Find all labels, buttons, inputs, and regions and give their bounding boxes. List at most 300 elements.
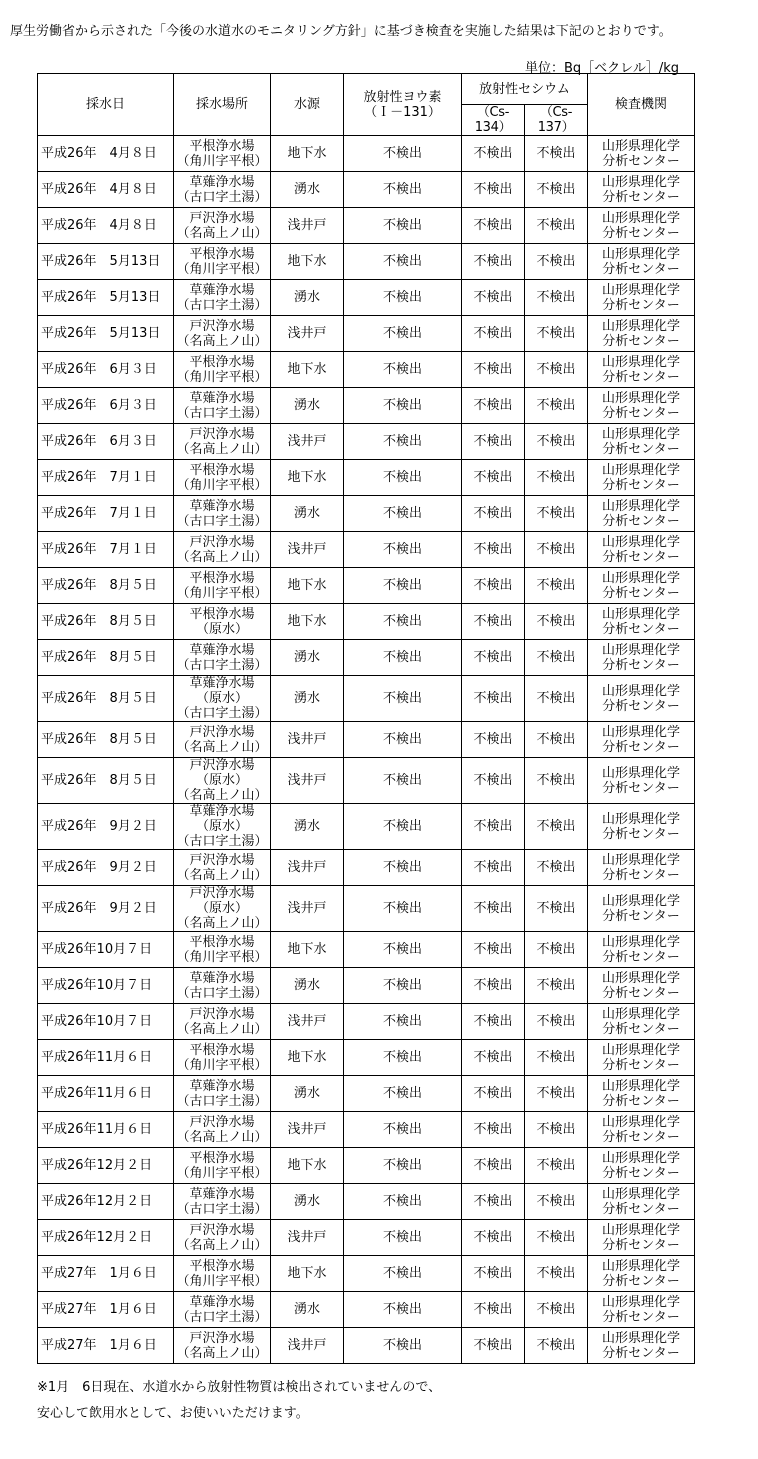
cell-place-line: （古口字土湯） bbox=[176, 706, 268, 721]
cell-cs137: 不検出 bbox=[525, 1076, 588, 1112]
table-row bbox=[38, 280, 695, 316]
cell-date: 平成26年 8月５日 bbox=[38, 568, 174, 604]
cell-date: 平成26年 8月５日 bbox=[38, 604, 174, 640]
cell-place-line: （名高上ノ山） bbox=[176, 916, 268, 931]
cell-org-line: 山形県理化学 bbox=[601, 1330, 680, 1346]
cell-date: 平成26年 8月５日 bbox=[38, 758, 174, 804]
table-row bbox=[38, 640, 695, 676]
header-iodine-label: 放射性ヨウ素 bbox=[363, 89, 442, 105]
cell-source: 湧水 bbox=[271, 280, 344, 316]
cell-source: 浅井戸 bbox=[271, 1112, 344, 1148]
cell-cs134: 不検出 bbox=[462, 424, 525, 460]
cell-place-line: 草薙浄水場 bbox=[189, 804, 255, 819]
cell-org-line: 分析センター bbox=[602, 780, 680, 796]
cell-place bbox=[174, 496, 271, 532]
header-date: 採水日 bbox=[38, 74, 174, 136]
cell-source: 浅井戸 bbox=[271, 850, 344, 886]
cell-place-line: （角川字平根） bbox=[176, 369, 268, 385]
cell-org bbox=[588, 1076, 695, 1112]
cell-cs137: 不検出 bbox=[525, 804, 588, 850]
cell-org-line: 分析センター bbox=[602, 405, 680, 421]
cell-source: 浅井戸 bbox=[271, 722, 344, 758]
cell-org bbox=[588, 640, 695, 676]
cell-place-line: 草薙浄水場 bbox=[189, 498, 255, 514]
cell-source: 湧水 bbox=[271, 496, 344, 532]
cell-place-line: 戸沢浄水場 bbox=[189, 724, 255, 740]
cell-place-line: 平根浄水場 bbox=[189, 138, 255, 154]
cell-org-line: 分析センター bbox=[602, 949, 680, 965]
cell-i131: 不検出 bbox=[344, 316, 462, 352]
cell-cs137: 不検出 bbox=[525, 532, 588, 568]
cell-org-line: 分析センター bbox=[602, 1129, 680, 1145]
cell-org-line: 分析センター bbox=[602, 1165, 680, 1181]
cell-org-line: 分析センター bbox=[602, 739, 680, 755]
cell-cs137: 不検出 bbox=[525, 208, 588, 244]
cell-org-line: 山形県理化学 bbox=[601, 606, 680, 622]
cell-place bbox=[174, 1004, 271, 1040]
cell-i131: 不検出 bbox=[344, 136, 462, 172]
cell-org-line: 山形県理化学 bbox=[601, 765, 680, 781]
intro-text: 厚生労働省から示された「今後の水道水のモニタリング方針」に基づき検査を実施した結果は下記のとおりです。 bbox=[10, 24, 672, 39]
cell-date: 平成26年 7月１日 bbox=[38, 496, 174, 532]
cell-cs134: 不検出 bbox=[462, 968, 525, 1004]
cell-org-line: 山形県理化学 bbox=[601, 1006, 680, 1022]
cell-i131: 不検出 bbox=[344, 1184, 462, 1220]
cell-place bbox=[174, 136, 271, 172]
cell-cs137: 不検出 bbox=[525, 244, 588, 280]
cell-place bbox=[174, 968, 271, 1004]
cell-cs134: 不検出 bbox=[462, 208, 525, 244]
cell-org bbox=[588, 850, 695, 886]
cell-place bbox=[174, 316, 271, 352]
cell-place bbox=[174, 850, 271, 886]
cell-org-line: 分析センター bbox=[602, 513, 680, 529]
cell-place-line: （古口字土湯） bbox=[176, 189, 268, 205]
cell-place-line: 草薙浄水場 bbox=[189, 1294, 255, 1310]
table-row bbox=[38, 496, 695, 532]
cell-org bbox=[588, 280, 695, 316]
header-iodine-sub: （Ｉ－131） bbox=[364, 104, 441, 120]
cell-i131: 不検出 bbox=[344, 496, 462, 532]
cell-org-line: 山形県理化学 bbox=[601, 1114, 680, 1130]
cell-org-line: 山形県理化学 bbox=[601, 318, 680, 334]
cell-cs137: 不検出 bbox=[525, 568, 588, 604]
cell-cs134: 不検出 bbox=[462, 1112, 525, 1148]
cell-org-line: 山形県理化学 bbox=[601, 138, 680, 154]
cell-place-line: 平根浄水場 bbox=[189, 354, 255, 370]
cell-org-line: 山形県理化学 bbox=[601, 246, 680, 262]
cell-cs137: 不検出 bbox=[525, 722, 588, 758]
cell-cs137: 不検出 bbox=[525, 850, 588, 886]
cell-cs137: 不検出 bbox=[525, 758, 588, 804]
cell-place bbox=[174, 1112, 271, 1148]
cell-date: 平成26年12月２日 bbox=[38, 1148, 174, 1184]
cell-org-line: 分析センター bbox=[602, 261, 680, 277]
cell-org-line: 分析センター bbox=[602, 657, 680, 673]
cell-source: 地下水 bbox=[271, 136, 344, 172]
cell-place-line: 草薙浄水場 bbox=[189, 1186, 255, 1202]
cell-place bbox=[174, 1076, 271, 1112]
cell-org bbox=[588, 244, 695, 280]
header-place: 採水場所 bbox=[174, 74, 271, 136]
cell-place-line: （角川字平根） bbox=[176, 1165, 268, 1181]
cell-place bbox=[174, 1184, 271, 1220]
cell-cs137: 不検出 bbox=[525, 676, 588, 722]
cell-i131: 不検出 bbox=[344, 1220, 462, 1256]
cell-i131: 不検出 bbox=[344, 758, 462, 804]
cell-date: 平成26年 6月３日 bbox=[38, 424, 174, 460]
cell-source: 地下水 bbox=[271, 568, 344, 604]
cell-place-line: （古口字土湯） bbox=[176, 405, 268, 421]
cell-source: 地下水 bbox=[271, 244, 344, 280]
cell-org-line: 分析センター bbox=[602, 1057, 680, 1073]
cell-place bbox=[174, 424, 271, 460]
cell-source: 浅井戸 bbox=[271, 208, 344, 244]
cell-org-line: 山形県理化学 bbox=[601, 354, 680, 370]
cell-org-line: 山形県理化学 bbox=[601, 282, 680, 298]
table-row bbox=[38, 968, 695, 1004]
cell-org-line: 山形県理化学 bbox=[601, 1042, 680, 1058]
cell-place-line: （名高上ノ山） bbox=[176, 1237, 268, 1253]
cell-org bbox=[588, 496, 695, 532]
cell-place-line: 草薙浄水場 bbox=[189, 642, 255, 658]
cell-cs134: 不検出 bbox=[462, 1004, 525, 1040]
table-row bbox=[38, 172, 695, 208]
cell-place-line: 戸沢浄水場 bbox=[189, 758, 255, 773]
cell-cs134: 不検出 bbox=[462, 568, 525, 604]
cell-cs134: 不検出 bbox=[462, 1256, 525, 1292]
cell-org bbox=[588, 758, 695, 804]
cell-org-line: 分析センター bbox=[602, 189, 680, 205]
cell-place-line: （古口字土湯） bbox=[176, 985, 268, 1001]
cell-place bbox=[174, 1148, 271, 1184]
cell-place-line: （原水） bbox=[195, 819, 248, 834]
cell-date: 平成27年 1月６日 bbox=[38, 1292, 174, 1328]
cell-source: 地下水 bbox=[271, 1040, 344, 1076]
cell-place-line: （名高上ノ山） bbox=[176, 1345, 268, 1361]
cell-cs137: 不検出 bbox=[525, 886, 588, 932]
cell-date: 平成26年11月６日 bbox=[38, 1112, 174, 1148]
cell-org-line: 山形県理化学 bbox=[601, 1078, 680, 1094]
cell-date: 平成26年 8月５日 bbox=[38, 676, 174, 722]
cell-date: 平成26年 9月２日 bbox=[38, 886, 174, 932]
cell-date: 平成26年 5月13日 bbox=[38, 244, 174, 280]
table-row bbox=[38, 1184, 695, 1220]
cell-cs134: 不検出 bbox=[462, 1328, 525, 1364]
cell-i131: 不検出 bbox=[344, 172, 462, 208]
cell-place-line: 平根浄水場 bbox=[189, 246, 255, 262]
cell-org-line: 山形県理化学 bbox=[601, 534, 680, 550]
cell-source: 湧水 bbox=[271, 676, 344, 722]
cell-org-line: 分析センター bbox=[602, 621, 680, 637]
cell-place-line: 戸沢浄水場 bbox=[189, 1222, 255, 1238]
cell-org-line: 山形県理化学 bbox=[601, 724, 680, 740]
cell-org bbox=[588, 932, 695, 968]
cell-i131: 不検出 bbox=[344, 1004, 462, 1040]
cell-i131: 不検出 bbox=[344, 1292, 462, 1328]
cell-place-line: （角川字平根） bbox=[176, 1273, 268, 1289]
cell-org-line: 山形県理化学 bbox=[601, 1258, 680, 1274]
cell-i131: 不検出 bbox=[344, 850, 462, 886]
cell-cs134: 不検出 bbox=[462, 640, 525, 676]
cell-source: 浅井戸 bbox=[271, 424, 344, 460]
cell-date: 平成26年 8月５日 bbox=[38, 640, 174, 676]
cell-place bbox=[174, 1328, 271, 1364]
cell-i131: 不検出 bbox=[344, 676, 462, 722]
cell-cs137: 不検出 bbox=[525, 932, 588, 968]
cell-date: 平成26年10月７日 bbox=[38, 932, 174, 968]
cell-place-line: 戸沢浄水場 bbox=[189, 1330, 255, 1346]
cell-cs134: 不検出 bbox=[462, 244, 525, 280]
table-row bbox=[38, 676, 695, 722]
cell-source: 浅井戸 bbox=[271, 1328, 344, 1364]
cell-date: 平成26年10月７日 bbox=[38, 968, 174, 1004]
cell-place-line: 戸沢浄水場 bbox=[189, 1114, 255, 1130]
cell-cs134: 不検出 bbox=[462, 722, 525, 758]
table-row bbox=[38, 352, 695, 388]
results-table bbox=[37, 73, 695, 1364]
cell-org bbox=[588, 804, 695, 850]
cell-source: 浅井戸 bbox=[271, 1004, 344, 1040]
table-row bbox=[38, 804, 695, 850]
cell-org-line: 山形県理化学 bbox=[601, 570, 680, 586]
cell-source: 地下水 bbox=[271, 352, 344, 388]
cell-date: 平成26年12月２日 bbox=[38, 1184, 174, 1220]
cell-place bbox=[174, 1256, 271, 1292]
cell-i131: 不検出 bbox=[344, 968, 462, 1004]
cell-i131: 不検出 bbox=[344, 722, 462, 758]
cell-i131: 不検出 bbox=[344, 1112, 462, 1148]
cell-place-line: 平根浄水場 bbox=[189, 462, 255, 478]
header-iodine bbox=[344, 74, 462, 136]
cell-source: 地下水 bbox=[271, 932, 344, 968]
cell-date: 平成26年 7月１日 bbox=[38, 532, 174, 568]
table-row bbox=[38, 1328, 695, 1364]
cell-cs137: 不検出 bbox=[525, 968, 588, 1004]
cell-place-line: 平根浄水場 bbox=[189, 1150, 255, 1166]
cell-place-line: （原水） bbox=[195, 773, 248, 788]
cell-cs134: 不検出 bbox=[462, 850, 525, 886]
cell-org bbox=[588, 1148, 695, 1184]
cell-cs134: 不検出 bbox=[462, 496, 525, 532]
cell-date: 平成27年 1月６日 bbox=[38, 1256, 174, 1292]
cell-place-line: 戸沢浄水場 bbox=[189, 886, 255, 901]
cell-cs137: 不検出 bbox=[525, 1112, 588, 1148]
cell-place-line: 草薙浄水場 bbox=[189, 282, 255, 298]
cell-source: 湧水 bbox=[271, 388, 344, 424]
cell-place-line: 戸沢浄水場 bbox=[189, 534, 255, 550]
cell-place bbox=[174, 804, 271, 850]
cell-place-line: （古口字土湯） bbox=[176, 1093, 268, 1109]
cell-org-line: 分析センター bbox=[602, 585, 680, 601]
cell-org bbox=[588, 1256, 695, 1292]
cell-cs134: 不検出 bbox=[462, 1040, 525, 1076]
cell-cs134: 不検出 bbox=[462, 676, 525, 722]
cell-org-line: 分析センター bbox=[602, 985, 680, 1001]
cell-place-line: 平根浄水場 bbox=[189, 934, 255, 950]
cell-place bbox=[174, 604, 271, 640]
cell-org-line: 山形県理化学 bbox=[601, 1294, 680, 1310]
cell-i131: 不検出 bbox=[344, 1256, 462, 1292]
cell-cs137: 不検出 bbox=[525, 388, 588, 424]
table-row bbox=[38, 1292, 695, 1328]
cell-source: 地下水 bbox=[271, 604, 344, 640]
cell-place-line: 戸沢浄水場 bbox=[189, 1006, 255, 1022]
cell-cs137: 不検出 bbox=[525, 352, 588, 388]
cell-place-line: （角川字平根） bbox=[176, 949, 268, 965]
cell-date: 平成26年 4月８日 bbox=[38, 208, 174, 244]
cell-source: 湧水 bbox=[271, 1184, 344, 1220]
cell-cs134: 不検出 bbox=[462, 136, 525, 172]
cell-cs137: 不検出 bbox=[525, 460, 588, 496]
cell-i131: 不検出 bbox=[344, 424, 462, 460]
cell-cs134: 不検出 bbox=[462, 604, 525, 640]
cell-place bbox=[174, 532, 271, 568]
result-rows bbox=[38, 136, 695, 1364]
cell-place-line: （名高上ノ山） bbox=[176, 333, 268, 349]
cell-date: 平成26年 9月２日 bbox=[38, 850, 174, 886]
cell-place-line: （原水） bbox=[195, 691, 248, 706]
cell-place bbox=[174, 244, 271, 280]
cell-place-line: 戸沢浄水場 bbox=[189, 210, 255, 226]
table-row bbox=[38, 1112, 695, 1148]
table-row bbox=[38, 244, 695, 280]
cell-org bbox=[588, 722, 695, 758]
cell-date: 平成26年10月７日 bbox=[38, 1004, 174, 1040]
cell-org-line: 分析センター bbox=[602, 867, 680, 883]
cell-place bbox=[174, 1292, 271, 1328]
cell-place-line: 戸沢浄水場 bbox=[189, 852, 255, 868]
header-cs137: （Cs-137） bbox=[525, 105, 588, 136]
cell-place-line: （古口字土湯） bbox=[176, 513, 268, 529]
cell-cs137: 不検出 bbox=[525, 1220, 588, 1256]
cell-org-line: 分析センター bbox=[602, 1237, 680, 1253]
cell-place-line: 草薙浄水場 bbox=[189, 1078, 255, 1094]
table-row bbox=[38, 722, 695, 758]
cell-org-line: 山形県理化学 bbox=[601, 210, 680, 226]
cell-place-line: 戸沢浄水場 bbox=[189, 318, 255, 334]
cell-place-line: （古口字土湯） bbox=[176, 657, 268, 673]
cell-cs134: 不検出 bbox=[462, 388, 525, 424]
cell-cs137: 不検出 bbox=[525, 172, 588, 208]
cell-org-line: 分析センター bbox=[602, 1309, 680, 1325]
cell-org-line: 分析センター bbox=[602, 698, 680, 714]
cell-cs134: 不検出 bbox=[462, 886, 525, 932]
header-cesium: 放射性セシウム bbox=[462, 74, 588, 105]
cell-place bbox=[174, 460, 271, 496]
header-source: 水源 bbox=[271, 74, 344, 136]
cell-org bbox=[588, 1184, 695, 1220]
cell-cs137: 不検出 bbox=[525, 496, 588, 532]
header-org: 検査機関 bbox=[588, 74, 695, 136]
cell-place-line: 草薙浄水場 bbox=[189, 676, 255, 691]
cell-source: 湧水 bbox=[271, 804, 344, 850]
cell-cs134: 不検出 bbox=[462, 1220, 525, 1256]
cell-org-line: 分析センター bbox=[602, 333, 680, 349]
cell-org bbox=[588, 1292, 695, 1328]
cell-org-line: 山形県理化学 bbox=[601, 390, 680, 406]
cell-source: 地下水 bbox=[271, 1256, 344, 1292]
cell-org-line: 山形県理化学 bbox=[601, 498, 680, 514]
cell-org-line: 分析センター bbox=[602, 1345, 680, 1361]
cell-place bbox=[174, 388, 271, 424]
cell-date: 平成26年 4月８日 bbox=[38, 136, 174, 172]
cell-cs137: 不検出 bbox=[525, 1328, 588, 1364]
cell-place bbox=[174, 172, 271, 208]
header-cs134: （Cs-134） bbox=[462, 105, 525, 136]
cell-i131: 不検出 bbox=[344, 352, 462, 388]
cell-place-line: （名高上ノ山） bbox=[176, 867, 268, 883]
cell-i131: 不検出 bbox=[344, 1148, 462, 1184]
cell-cs134: 不検出 bbox=[462, 172, 525, 208]
cell-place-line: （名高上ノ山） bbox=[176, 739, 268, 755]
cell-date: 平成26年 5月13日 bbox=[38, 280, 174, 316]
cell-place bbox=[174, 280, 271, 316]
cell-cs134: 不検出 bbox=[462, 280, 525, 316]
cell-place bbox=[174, 722, 271, 758]
table-row bbox=[38, 1040, 695, 1076]
cell-i131: 不検出 bbox=[344, 1040, 462, 1076]
cell-org-line: 山形県理化学 bbox=[601, 970, 680, 986]
cell-org-line: 山形県理化学 bbox=[601, 1186, 680, 1202]
cell-cs134: 不検出 bbox=[462, 932, 525, 968]
cell-org bbox=[588, 352, 695, 388]
table-row bbox=[38, 604, 695, 640]
cell-place-line: 平根浄水場 bbox=[189, 1042, 255, 1058]
cell-place-line: 平根浄水場 bbox=[189, 606, 255, 622]
cell-source: 湧水 bbox=[271, 640, 344, 676]
cell-place-line: （名高上ノ山） bbox=[176, 788, 268, 803]
cell-cs134: 不検出 bbox=[462, 804, 525, 850]
cell-place-line: （古口字土湯） bbox=[176, 1201, 268, 1217]
cell-date: 平成26年 6月３日 bbox=[38, 352, 174, 388]
cell-org-line: 分析センター bbox=[602, 477, 680, 493]
cell-place bbox=[174, 758, 271, 804]
cell-org bbox=[588, 968, 695, 1004]
cell-place bbox=[174, 568, 271, 604]
cell-date: 平成26年12月２日 bbox=[38, 1220, 174, 1256]
cell-org-line: 山形県理化学 bbox=[601, 1222, 680, 1238]
cell-place-line: （角川字平根） bbox=[176, 477, 268, 493]
cell-org-line: 分析センター bbox=[602, 826, 680, 842]
cell-org-line: 分析センター bbox=[602, 549, 680, 565]
cell-place-line: 平根浄水場 bbox=[189, 570, 255, 586]
table-row bbox=[38, 460, 695, 496]
table-row bbox=[38, 532, 695, 568]
cell-place-line: 戸沢浄水場 bbox=[189, 426, 255, 442]
cell-place bbox=[174, 1220, 271, 1256]
cell-cs134: 不検出 bbox=[462, 758, 525, 804]
cell-org bbox=[588, 136, 695, 172]
cell-i131: 不検出 bbox=[344, 532, 462, 568]
cell-cs137: 不検出 bbox=[525, 280, 588, 316]
cell-i131: 不検出 bbox=[344, 568, 462, 604]
cell-i131: 不検出 bbox=[344, 388, 462, 424]
cell-source: 地下水 bbox=[271, 460, 344, 496]
cell-org bbox=[588, 568, 695, 604]
cell-place bbox=[174, 1040, 271, 1076]
cell-source: 浅井戸 bbox=[271, 532, 344, 568]
cell-source: 浅井戸 bbox=[271, 758, 344, 804]
cell-cs134: 不検出 bbox=[462, 1184, 525, 1220]
cell-org-line: 山形県理化学 bbox=[601, 462, 680, 478]
cell-cs137: 不検出 bbox=[525, 1292, 588, 1328]
cell-org-line: 分析センター bbox=[602, 153, 680, 169]
cell-org-line: 山形県理化学 bbox=[601, 934, 680, 950]
table-row bbox=[38, 1004, 695, 1040]
cell-place-line: 草薙浄水場 bbox=[189, 174, 255, 190]
cell-cs134: 不検出 bbox=[462, 316, 525, 352]
